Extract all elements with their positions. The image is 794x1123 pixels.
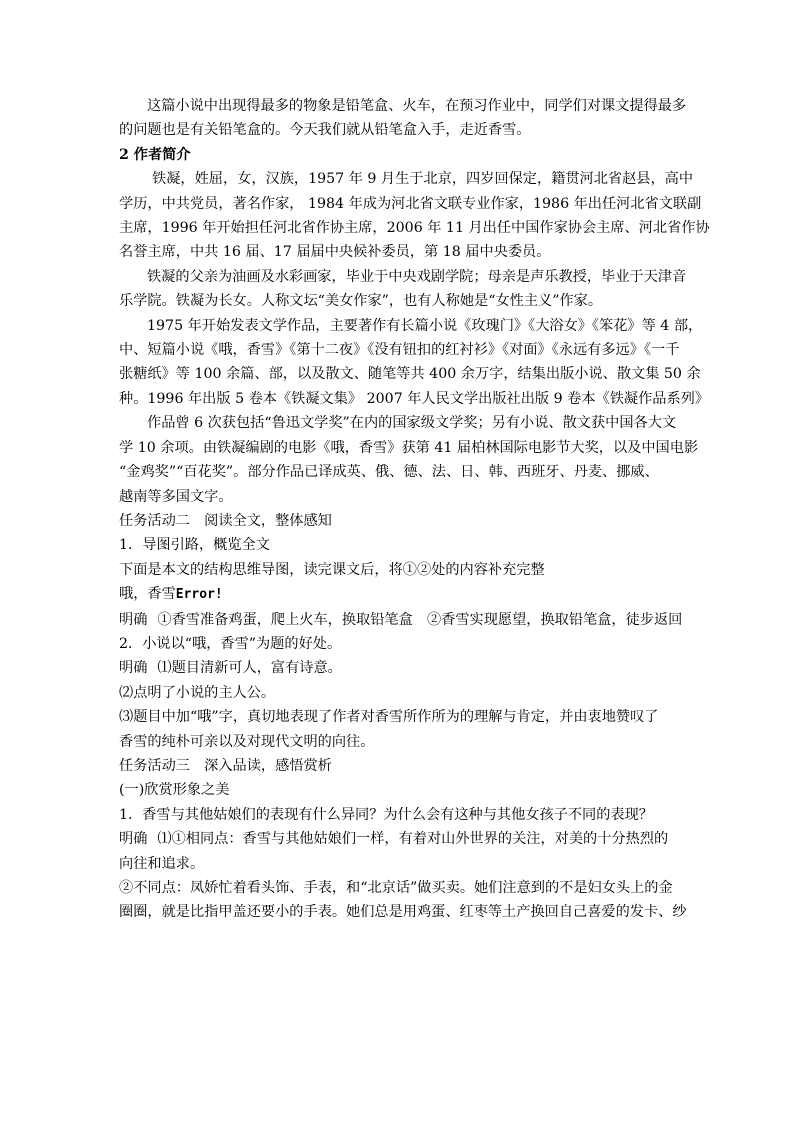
text-line: 1975 年开始发表文学作品，主要著作有长篇小说《玫瑰门》《大浴女》《笨花》等 4 部，	[147, 317, 703, 334]
author-bio-paragraph-cont	[119, 192, 710, 265]
text-line: 越南等多国文字。	[119, 488, 233, 505]
text-line: 圈圈，就是比指甲盖还要小的手表。她们总是用鸡蛋、红枣等土产换回自己喜爱的发卡、纱	[119, 904, 687, 921]
question-3: 1．香雪与其他姑娘们的表现有什么异同？为什么会有这种与其他女孩子不同的表现？	[119, 806, 653, 823]
intro-paragraph-cont	[119, 118, 679, 142]
text-line: 名誉主席，中共 16 届、17 届届中央候补委员，第 18 届中央委员。	[119, 244, 551, 261]
works-paragraph	[119, 314, 703, 338]
subsection-image-beauty: (一)欣赏形象之美	[119, 782, 230, 799]
mind-map-line	[119, 582, 679, 607]
awards-paragraph-cont	[119, 436, 699, 509]
answer-2	[119, 656, 679, 680]
text-line: ⑶题目中加“哦”字，真切地表现了作者对香雪所作所为的理解与肯定，并由衷地赞叹了	[119, 709, 659, 726]
text-line: 张糖纸》等 100 余篇、部，以及散文、随笔等共 400 余万字，结集出版小说、散文集 50 余	[119, 366, 701, 383]
answer-3-differences	[119, 876, 687, 925]
question-2: 2．小说以“哦，香雪”为题的好处。	[119, 635, 342, 652]
intro-paragraph	[119, 94, 687, 118]
answer-text: ①香雪准备鸡蛋，爬上火车，换取铅笔盒 ②香雪实现愿望，换取铅笔盒，徒步返回	[157, 611, 683, 628]
task-two-heading: 任务活动二 阅读全文，整体感知	[119, 512, 332, 529]
mind-map-error: Error!	[175, 587, 223, 603]
family-paragraph	[119, 265, 687, 289]
text-line: 的问题也是有关铅笔盒的。今天我们就从铅笔盒入手，走近香雪。	[119, 122, 531, 139]
answer-label: 明确	[119, 611, 148, 628]
section-heading-author: 2 作者简介	[119, 146, 191, 163]
question-1: 1．导图引路，概览全文	[119, 537, 270, 554]
text-line: 作品曾 6 次获包括“鲁迅文学奖”在内的国家级文学奖；另有小说、散文获中国各大文	[147, 415, 677, 432]
document-body	[119, 94, 710, 925]
text-line: 这篇小说中出现得最多的物象是铅笔盒、火车，在预习作业中，同学们对课文提得最多	[147, 98, 687, 114]
text-line: “金鸡奖”“百花奖”。部分作品已译成英、俄、德、法、日、韩、西班牙、丹麦、挪威、	[119, 464, 659, 481]
answer-label: 明确	[119, 831, 148, 848]
text-line: ⑴①相同点：香雪与其他姑娘们一样，有着对山外世界的关注，对美的十分热烈的	[157, 831, 669, 848]
mind-map-title: 哦，香雪	[119, 586, 176, 603]
text-line: 向往和追求。	[119, 855, 205, 872]
text-line: 学 10 余项。由铁凝编剧的电影《哦，香雪》获第 41 届柏林国际电影节大奖，以及中国电影	[119, 439, 699, 456]
awards-paragraph	[119, 411, 679, 435]
answer-3-line-1	[119, 827, 679, 851]
text-line: 种。1996 年出版 5 卷本《铁凝文集》 2007 年人民文学出版社出版 9 卷本《铁凝作品系列》	[119, 390, 710, 407]
answer-2-point-3	[119, 705, 679, 754]
text-line: 铁凝的父亲为油画及水彩画家，毕业于中央戏剧学院；母亲是声乐教授，毕业于天津音	[147, 268, 687, 285]
text-line: 香雪的纯朴可亲以及对现代文明的向往。	[119, 733, 375, 750]
author-bio-paragraph	[119, 167, 694, 191]
answer-label: 明确	[119, 660, 148, 677]
answer-2-point-2: ⑵点明了小说的主人公。	[119, 684, 276, 701]
family-paragraph-cont	[119, 289, 679, 313]
works-paragraph-cont	[119, 338, 710, 411]
answer-1	[119, 608, 683, 632]
text-line: 乐学院。铁凝为长女。人称文坛“美女作家”，也有人称她是“女性主义”作家。	[119, 293, 603, 310]
task-three-heading: 任务活动三 深入品读，感悟赏析	[119, 757, 332, 774]
text-line: 学历，中共党员，著名作家， 1984 年成为河北省文联专业作家，1986 年出任河北省文联副	[119, 195, 702, 212]
answer-3	[119, 827, 679, 876]
text-line: 中、短篇小说《哦，香雪》《第十二夜》《没有钮扣的红衬衫》《对面》《永远有多远》《一千	[119, 342, 680, 359]
question-1-description: 下面是本文的结构思维导图，读完课文后，将①②处的内容补充完整	[119, 561, 545, 578]
text-line: 铁凝，姓屈，女，汉族，1957 年 9 月生于北京，四岁回保定，籍贯河北省赵县，高中	[152, 171, 694, 188]
text-line: 主席，1996 年开始担任河北省作协主席，2006 年 11 月出任中国作家协会主席、河北省作协	[119, 220, 710, 237]
text-line: ②不同点：凤娇忙着看头饰、手表，和“北京话”做买卖。她们注意到的不是妇女头上的金	[119, 880, 673, 896]
answer-text: ⑴题目清新可人，富有诗意。	[157, 660, 342, 677]
